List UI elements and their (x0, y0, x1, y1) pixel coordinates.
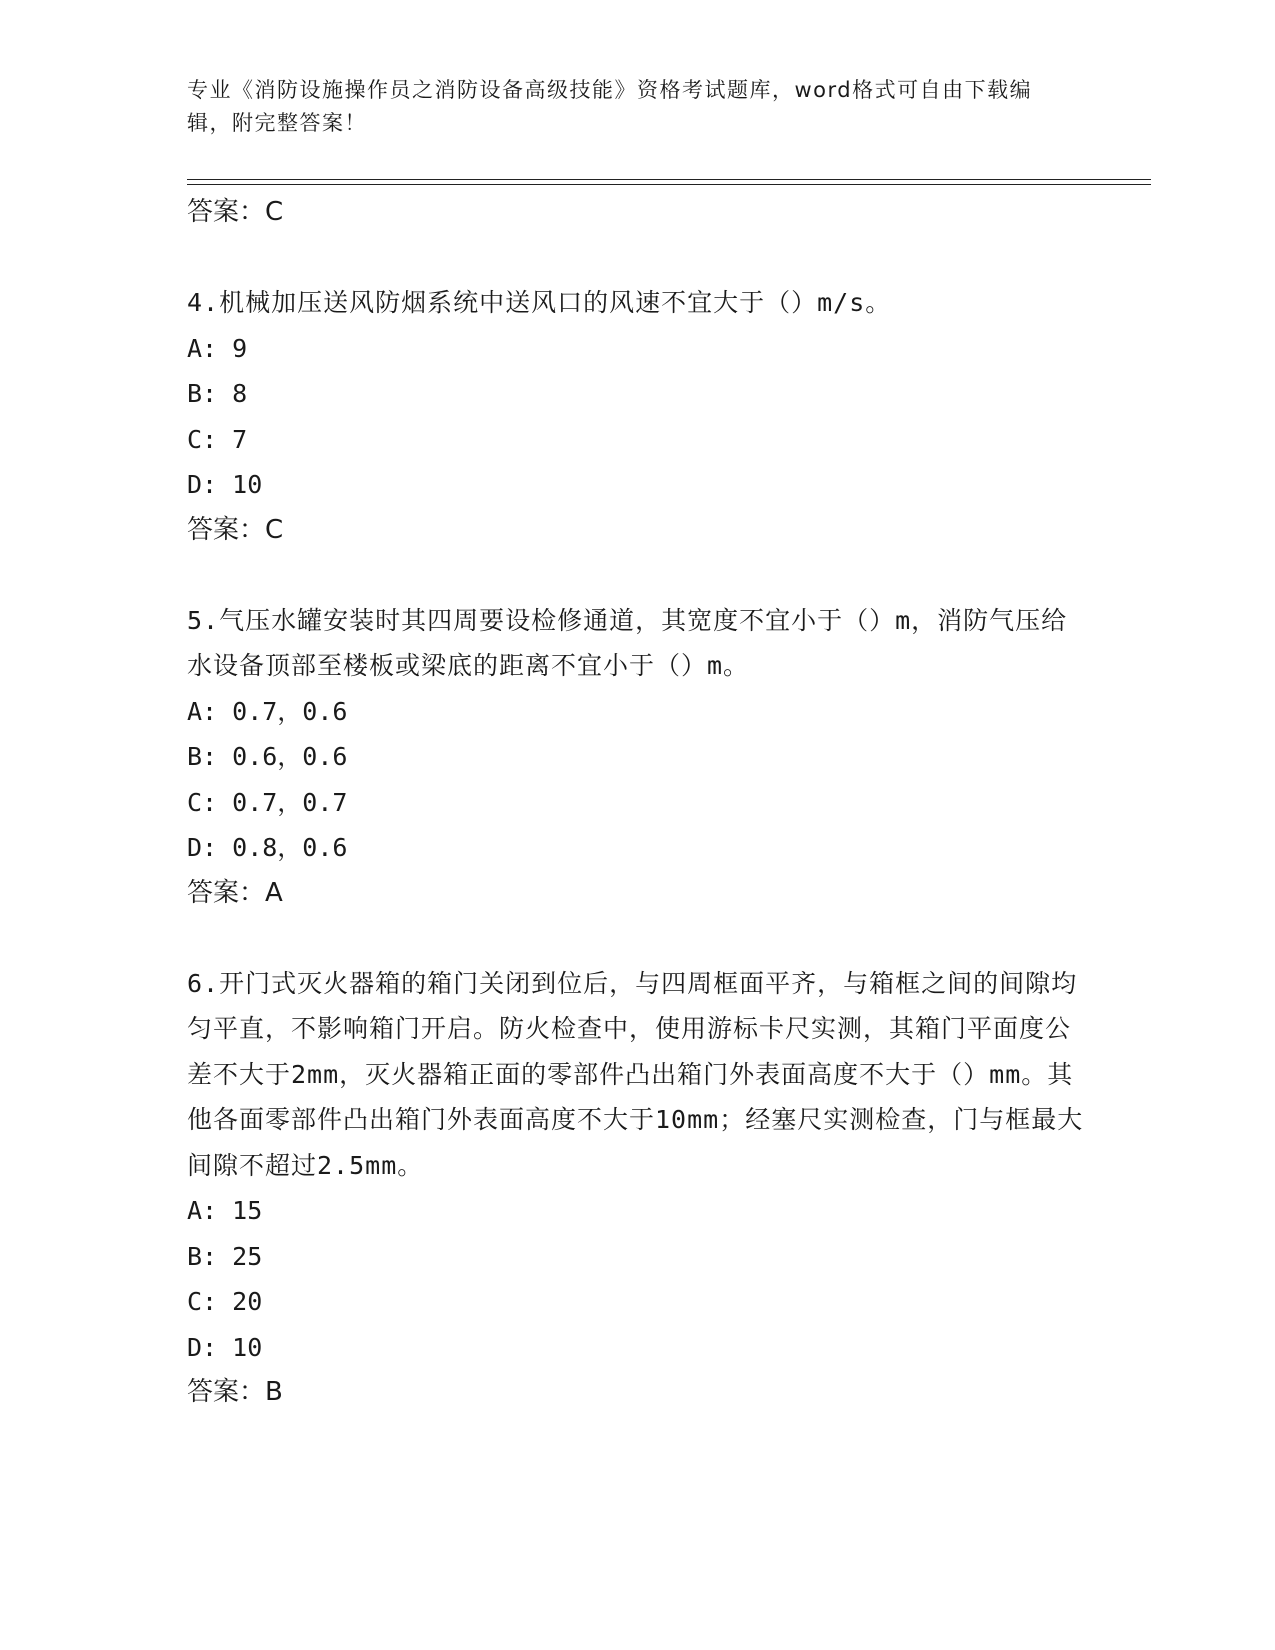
option-c: C: 20 (187, 1287, 263, 1316)
question-text: 5.气压水罐安装时其四周要设检修通道，其宽度不宜小于（）m，消防气压给水设备顶部至楼板或梁底的距离不宜小于（）m。 (187, 605, 1068, 680)
question-text: 4.机械加压送风防烟系统中送风口的风速不宜大于（）m/s。 (187, 288, 892, 317)
option-b: B: 0.6，0.6 (187, 742, 348, 771)
answer-label: 答案：A (187, 877, 283, 908)
option-b: B: 25 (187, 1241, 263, 1271)
option-a: A: 9 (187, 333, 248, 363)
option-c: C: 0.7，0.7 (187, 787, 348, 817)
option-d: D: 10 (187, 1332, 263, 1362)
question-item (187, 280, 1087, 553)
option-b: B: 8 (187, 379, 248, 408)
header-rule-top (187, 179, 1151, 180)
option-c: C: 7 (187, 424, 248, 454)
answer-label: 答案：C (187, 514, 284, 545)
answer-label: 答案：C (187, 197, 284, 227)
option-d: D: 10 (187, 470, 263, 499)
answer-label: 答案：B (187, 1377, 283, 1407)
option-a: A: 15 (187, 1196, 263, 1225)
page-header: 专业《消防设施操作员之消防设备高级技能》资格考试题库，word格式可自由下载编辑，附完整答案！ (187, 78, 1033, 135)
question-list (187, 190, 1087, 1415)
question-item (187, 961, 1087, 1416)
header-rule-bottom (187, 184, 1151, 185)
option-d: D: 0.8，0.6 (187, 833, 348, 862)
question-text: 6.开门式灭火器箱的箱门关闭到位后，与四周框面平齐，与箱框之间的间隙均匀平直，不影响箱门开启。防火检查中，使用游标卡尺实测，其箱门平面度公差不大于2mm，灭火器箱正面的零部件凸出箱门外表面高度不大于（）mm。其他各面零部件凸出箱门外表面高度不大于10mm；经塞尺实测检查，门与框最大间隙不超过2.5mm。 (187, 968, 1084, 1180)
option-a: A: 0.7，0.6 (187, 696, 348, 726)
question-item (187, 598, 1087, 916)
